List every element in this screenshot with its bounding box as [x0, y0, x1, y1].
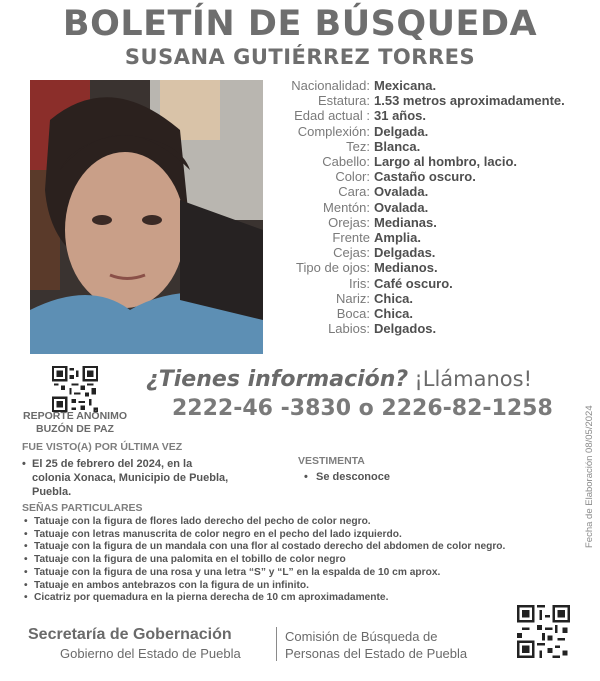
detail-row: Mentón: Ovalada. — [323, 199, 429, 215]
last-seen-section — [22, 441, 232, 499]
footer-government — [28, 626, 241, 661]
detail-row: Nacionalidad: Mexicana. — [291, 78, 437, 93]
marks-heading: SEÑAS PARTICULARES — [22, 502, 143, 514]
list-item: • Tatuaje con la figura de una rosa y una letra “S” y “L” en la espalda de 10 cm aprox. — [22, 567, 582, 580]
last-seen-heading: FUE VISTO(A) POR ÚLTIMA VEZ — [22, 441, 183, 453]
elaboration-date: Fecha de Elaboración 08/05/2024 — [584, 405, 595, 548]
detail-row: Cara: Ovalada. — [338, 184, 429, 200]
call-to-action — [146, 366, 586, 392]
footer-divider — [276, 627, 277, 661]
cta-call: ¡Llámanos! — [414, 367, 532, 391]
qr-code-icon[interactable] — [517, 605, 570, 658]
cta-question: ¿Tienes información? — [146, 367, 409, 392]
detail-row: Color: Castaño oscuro. — [335, 169, 476, 185]
detail-row: Nariz: Chica. — [336, 290, 414, 306]
detail-row: Frente Amplia. — [332, 230, 421, 246]
marks-list — [22, 516, 582, 605]
person-photo — [30, 80, 263, 354]
footer-gobierno: Gobierno del Estado de Puebla — [60, 646, 241, 661]
person-name: SUSANA GUTIÉRREZ TORRES — [124, 45, 476, 69]
footer-commission: Comisión de Búsqueda de Personas del Estado de Puebla — [285, 629, 468, 661]
qr-code-icon[interactable] — [52, 366, 98, 412]
detail-row: Tez: Blanca. — [346, 138, 421, 154]
list-item: • Tatuaje con la figura de flores lado derecho del pecho de color negro. — [22, 516, 582, 529]
clothing-section — [298, 455, 498, 483]
list-item: • Cicatriz por quemadura en la pierna derecha de 10 cm aproximadamente. — [22, 592, 582, 605]
anonymous-report-label: REPORTE ANÓNIMO BUZÓN DE PAZ — [22, 410, 128, 435]
list-item: • Tatuaje en ambos antebrazos con la figura de un infinito. — [22, 580, 582, 593]
list-item: • Tatuaje con letras manuscrita de color negro en el pecho del lado izquierdo. — [22, 529, 582, 542]
detail-row: Complexión: Delgada. — [297, 123, 429, 139]
clothing-text: • Se desconoce — [298, 471, 498, 483]
clothing-heading: VESTIMENTA — [298, 455, 365, 467]
detail-row: Iris: Café oscuro. — [349, 275, 453, 291]
detail-row: Boca: Chica. — [336, 306, 414, 322]
detail-row: Cabello: Largo al hombro, lacio. — [322, 154, 518, 170]
physical-description — [270, 78, 590, 336]
detail-row: Labios: Delgados. — [328, 321, 437, 337]
list-item: • Tatuaje con la figura de un mandala con una flor al costado derecho del abdomen de color negro. — [22, 541, 582, 554]
detail-row: Estatura: 1.53 metros aproximadamente. — [317, 93, 565, 109]
detail-row: Tipo de ojos: Medianos. — [296, 260, 438, 276]
bulletin-title: BOLETÍN DE BÚSQUEDA — [62, 4, 538, 44]
last-seen-text: • El 25 de febrero del 2024, en la colonia Xonaca, Municipio de Puebla, Puebla. — [22, 457, 232, 499]
footer-secretaria: Secretaría de Gobernación — [28, 626, 232, 643]
list-item: • Tatuaje con la figura de una palomita en el tobillo de color negro — [22, 554, 582, 567]
detail-row: Orejas: Medianas. — [328, 214, 437, 230]
detail-row: Cejas: Delgadas. — [333, 245, 436, 261]
phone-numbers[interactable]: 2222-46 -3830 o 2226-82-1258 — [172, 396, 553, 421]
detail-row: Edad actual : 31 años. — [294, 108, 427, 124]
distinguishing-marks-section — [22, 502, 582, 605]
